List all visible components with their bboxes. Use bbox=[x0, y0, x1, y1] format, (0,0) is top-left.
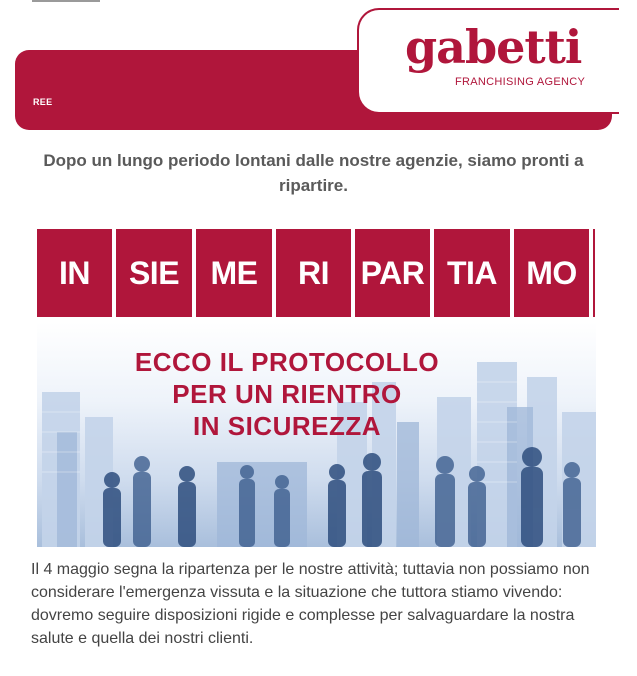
syllable-tile: RI bbox=[276, 229, 351, 317]
syllable-edge bbox=[593, 229, 595, 317]
gabetti-logo-subtitle: FRANCHISING AGENCY bbox=[455, 76, 586, 88]
campaign-banner bbox=[37, 229, 595, 317]
syllable-tile: SIE bbox=[116, 229, 192, 317]
tree-logo bbox=[33, 98, 52, 108]
syllable-tile: IN bbox=[37, 229, 112, 317]
syllable-tile: TIA bbox=[434, 229, 510, 317]
hero-title-line: ECCO IL PROTOCOLLO bbox=[134, 347, 440, 377]
hero-image bbox=[37, 322, 596, 547]
hero-title-line: IN SICUREZZA bbox=[193, 411, 381, 441]
tree-logo-text: REE bbox=[33, 97, 53, 107]
body-paragraph: Il 4 maggio segna la ripartenza per le nostre attività; tuttavia non possiamo non considerare l'emergenza vissuta e la situazione che tuttora stiamo vivendo: dovremo seguire disposizioni rigide e complesse per salvaguardare la nostra salute e quella dei nostri clienti. bbox=[31, 561, 590, 647]
syllable-tile: PAR bbox=[355, 229, 430, 317]
syllable-tile: ME bbox=[196, 229, 272, 317]
syllable-tile: MO bbox=[514, 229, 589, 317]
top-divider bbox=[32, 0, 100, 2]
hero-title-line: PER UN RIENTRO bbox=[172, 379, 402, 409]
intro-text: Dopo un lungo periodo lontani dalle nostre agenzie, siamo pronti a ripartire. bbox=[43, 151, 584, 195]
hero-title bbox=[37, 346, 537, 442]
gabetti-logo[interactable]: gabetti bbox=[405, 20, 582, 74]
